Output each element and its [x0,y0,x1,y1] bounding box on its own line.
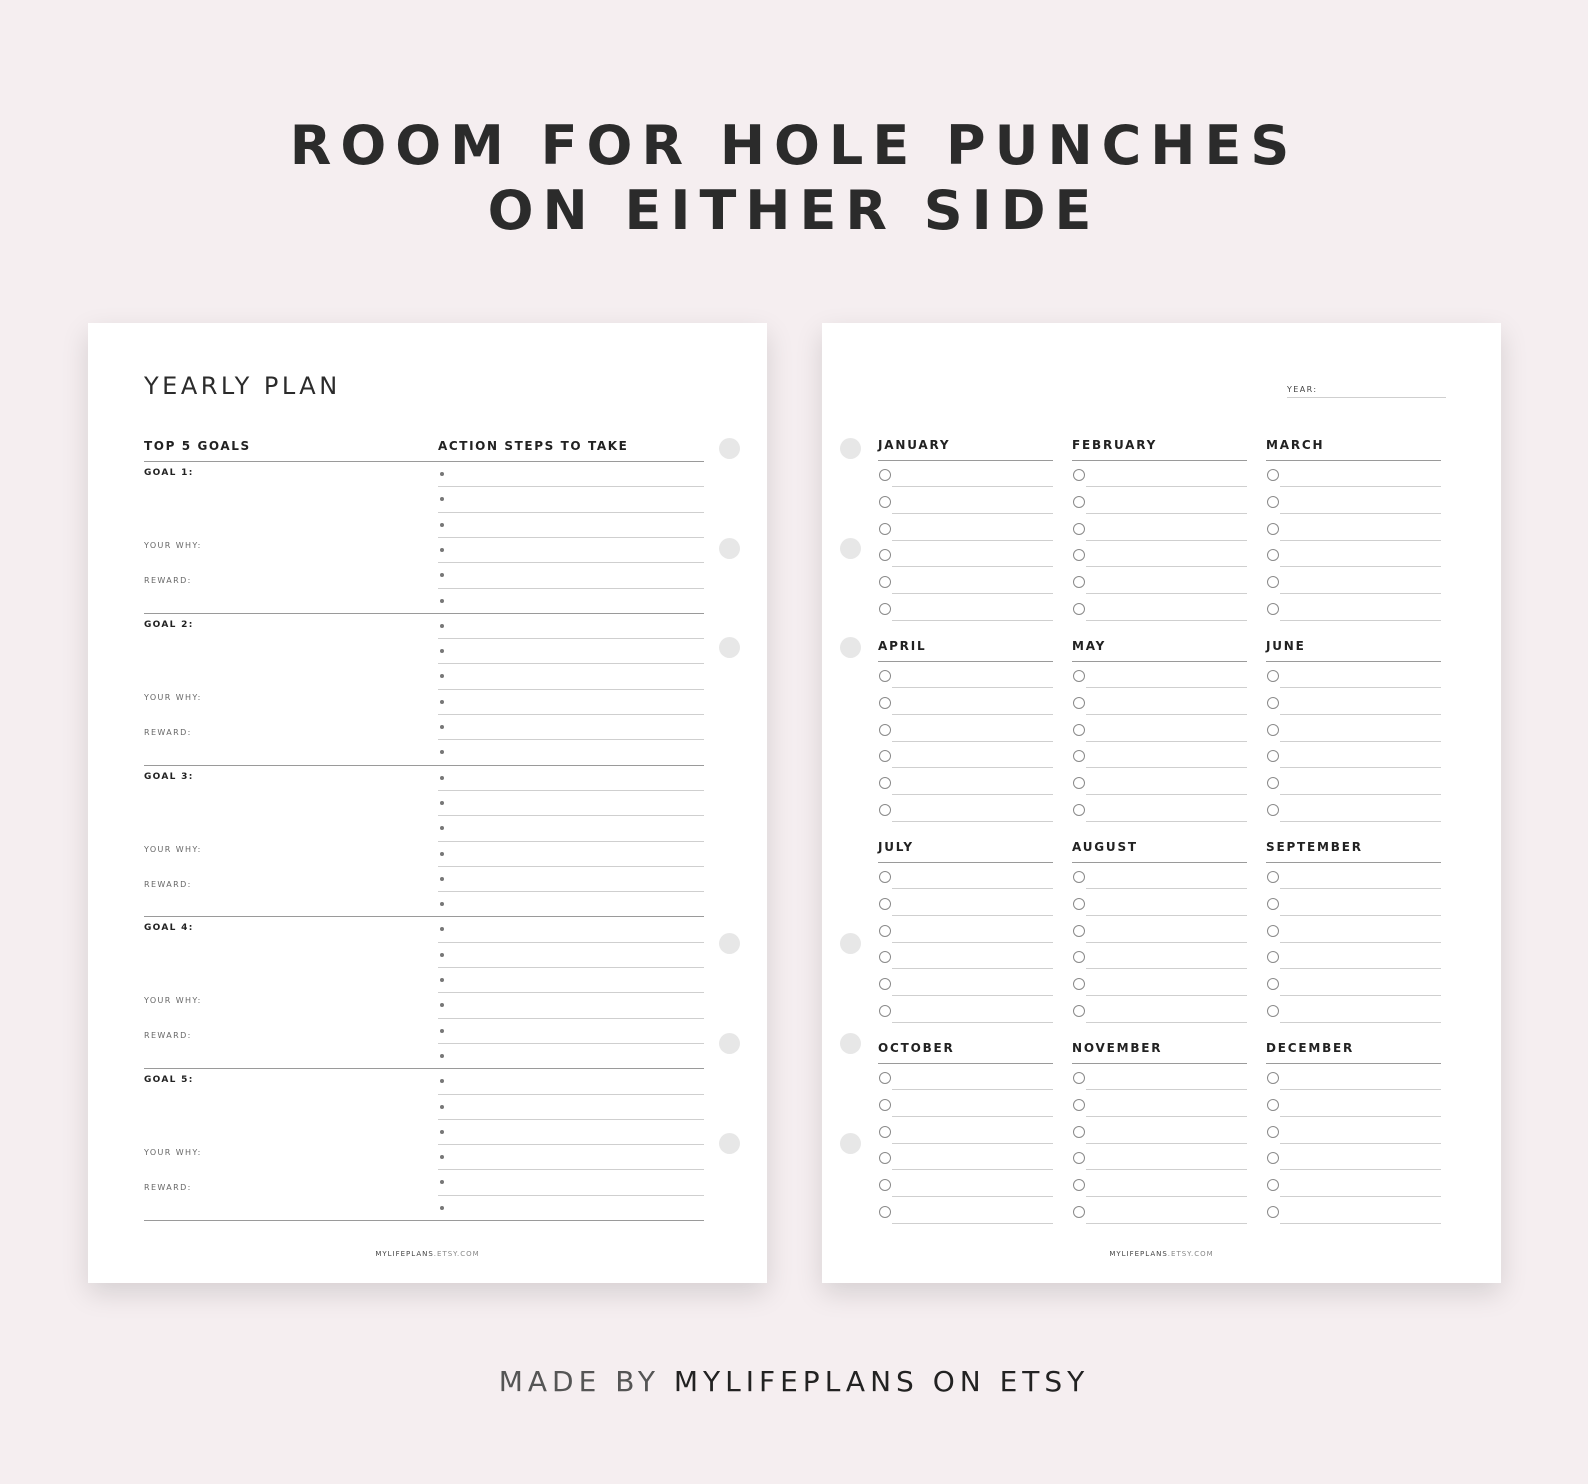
action-line [438,486,704,487]
task-line [1086,741,1247,742]
checkbox-circle [879,670,891,682]
task-line [1280,741,1441,742]
action-bullet [440,725,444,729]
punch-hole [840,637,861,658]
checkbox-circle [1073,1126,1085,1138]
task-line [892,566,1053,567]
action-bullet [440,1003,444,1007]
action-bullet [440,1079,444,1083]
task-line [1086,942,1247,943]
checkbox-circle [879,496,891,508]
task-line [892,767,1053,768]
month-name: JANUARY [878,438,951,452]
checkbox-circle [879,1126,891,1138]
top-goals-header: TOP 5 GOALS [144,439,251,453]
checkbox-circle [1267,1152,1279,1164]
checkbox-circle [879,697,891,709]
punch-hole [719,637,740,658]
checkbox-circle [879,925,891,937]
task-line [892,687,1053,688]
checkbox-circle [879,1152,891,1164]
task-line [892,714,1053,715]
task-line [1086,714,1247,715]
checkbox-circle [879,1099,891,1111]
headline-line-1: ROOM FOR HOLE PUNCHES [289,114,1299,177]
checkbox-circle [879,523,891,535]
checkbox-circle [879,951,891,963]
action-line [438,1018,704,1019]
action-bullet [440,902,444,906]
checkbox-circle [879,1179,891,1191]
action-bullet [440,1105,444,1109]
goal-label: GOAL 3: [144,771,194,782]
month-rule [1266,460,1441,461]
action-bullet [440,1054,444,1058]
checkbox-circle [879,804,891,816]
punch-hole [719,1033,740,1054]
month-name: MARCH [1266,438,1325,452]
checkbox-circle [1073,898,1085,910]
action-line [438,1195,704,1196]
reward-label: REWARD: [144,727,192,737]
checkbox-circle [1073,1099,1085,1111]
checkbox-circle [879,871,891,883]
checkbox-circle [1073,697,1085,709]
checkbox-circle [1073,925,1085,937]
task-line [892,1089,1053,1090]
action-line [438,815,704,816]
action-bullet [440,1155,444,1159]
checkbox-circle [1267,871,1279,883]
checkbox-circle [1267,469,1279,481]
monthly-goals-page [822,323,1501,1283]
goal-divider [144,1220,704,1221]
task-line [1280,968,1441,969]
checkbox-circle [1073,469,1085,481]
task-line [1086,1223,1247,1224]
credit-brand: MYLIFEPLANS ON ETSY [673,1365,1090,1398]
action-line [438,1144,704,1145]
checkbox-circle [1073,777,1085,789]
month-rule [1072,460,1247,461]
checkbox-circle [879,898,891,910]
goal-divider [144,1068,704,1069]
task-line [1280,995,1441,996]
checkbox-circle [879,777,891,789]
action-bullet [440,927,444,931]
action-line [438,663,704,664]
month-name: DECEMBER [1266,1041,1355,1055]
checkbox-circle [1267,603,1279,615]
yearly-plan-page [88,323,767,1283]
action-line [438,891,704,892]
action-bullet [440,523,444,527]
month-rule [1266,1063,1441,1064]
month-rule [878,862,1053,863]
task-line [1280,915,1441,916]
task-line [1280,593,1441,594]
checkbox-circle [879,603,891,615]
checkbox-circle [1073,1206,1085,1218]
task-line [1280,540,1441,541]
your-why-label: YOUR WHY: [144,1148,202,1158]
your-why-label: YOUR WHY: [144,844,202,854]
task-line [892,593,1053,594]
task-line [1086,540,1247,541]
checkbox-circle [879,576,891,588]
checkbox-circle [1073,523,1085,535]
action-line [438,967,704,968]
checkbox-circle [1267,724,1279,736]
action-bullet [440,649,444,653]
task-line [1086,1169,1247,1170]
checkbox-circle [879,1005,891,1017]
month-name: NOVEMBER [1072,1041,1163,1055]
action-line [438,1043,704,1044]
checkbox-circle [1073,576,1085,588]
month-rule [1266,661,1441,662]
goal-divider [144,916,704,917]
action-bullet [440,497,444,501]
checkbox-circle [1073,750,1085,762]
task-line [1086,687,1247,688]
month-name: MAY [1072,639,1107,653]
action-line [438,512,704,513]
task-line [892,888,1053,889]
punch-hole [719,438,740,459]
month-rule [1072,661,1247,662]
month-name: AUGUST [1072,840,1138,854]
task-line [892,741,1053,742]
checkbox-circle [1073,549,1085,561]
checkbox-circle [879,469,891,481]
month-name: SEPTEMBER [1266,840,1363,854]
task-line [892,915,1053,916]
site-url: MYLIFEPLANS.ETSY.COM [375,1250,480,1258]
checkbox-circle [1267,1099,1279,1111]
action-bullet [440,548,444,552]
task-line [1280,687,1441,688]
checkbox-circle [1267,670,1279,682]
headline-line-2: ON EITHER SIDE [487,179,1101,242]
action-line [438,562,704,563]
task-line [1086,1022,1247,1023]
year-field-line [1287,397,1446,398]
action-line [438,739,704,740]
action-line [438,1119,704,1120]
checkbox-circle [1267,576,1279,588]
task-line [892,968,1053,969]
your-why-label: YOUR WHY: [144,541,202,550]
task-line [1280,888,1441,889]
checkbox-circle [1267,549,1279,561]
punch-hole [719,933,740,954]
punch-hole [719,538,740,559]
checkbox-circle [1073,1005,1085,1017]
task-line [1280,1223,1441,1224]
month-name: JUNE [1266,639,1306,653]
task-line [1086,486,1247,487]
task-line [1280,620,1441,621]
page-title: YEARLY PLAN [144,372,341,400]
checkbox-circle [879,549,891,561]
checkbox-circle [1073,1072,1085,1084]
month-rule [878,1063,1053,1064]
task-line [1280,566,1441,567]
task-line [1280,942,1441,943]
checkbox-circle [1267,1005,1279,1017]
task-line [1280,794,1441,795]
action-bullet [440,852,444,856]
checkbox-circle [1267,1179,1279,1191]
checkbox-circle [1073,871,1085,883]
month-rule [878,460,1053,461]
punch-hole [840,1133,861,1154]
action-bullet [440,472,444,476]
action-line [438,992,704,993]
task-line [1086,620,1247,621]
action-bullet [440,1180,444,1184]
task-line [892,620,1053,621]
punch-hole [840,1033,861,1054]
task-line [1086,968,1247,969]
checkbox-circle [1267,1126,1279,1138]
action-line [438,588,704,589]
your-why-label: YOUR WHY: [144,996,202,1006]
reward-label: REWARD: [144,1031,192,1041]
checkbox-circle [1267,925,1279,937]
reward-label: REWARD: [144,879,192,889]
punch-hole [840,438,861,459]
goal-divider [144,613,704,614]
goal-label: GOAL 4: [144,923,194,934]
task-line [1280,767,1441,768]
your-why-label: YOUR WHY: [144,692,202,702]
checkbox-circle [1267,697,1279,709]
month-name: OCTOBER [878,1041,955,1055]
checkbox-circle [879,978,891,990]
action-line [438,537,704,538]
action-bullet [440,953,444,957]
header-rule [144,461,704,462]
task-line [1280,1116,1441,1117]
task-line [892,995,1053,996]
task-line [892,486,1053,487]
task-line [1086,1196,1247,1197]
task-line [1280,486,1441,487]
credit-prefix: MADE BY [498,1365,660,1398]
month-rule [1072,1063,1247,1064]
task-line [1280,714,1441,715]
checkbox-circle [1267,1206,1279,1218]
goal-divider [144,765,704,766]
task-line [1280,821,1441,822]
task-line [892,821,1053,822]
checkbox-circle [879,1206,891,1218]
action-bullet [440,826,444,830]
checkbox-circle [1267,1072,1279,1084]
task-line [1086,995,1247,996]
task-line [1280,1169,1441,1170]
task-line [1086,794,1247,795]
goal-label: GOAL 1: [144,468,194,478]
checkbox-circle [1073,724,1085,736]
task-line [1086,767,1247,768]
reward-label: REWARD: [144,576,192,585]
site-url: MYLIFEPLANS.ETSY.COM [1109,1250,1214,1258]
task-line [1280,513,1441,514]
checkbox-circle [1267,750,1279,762]
month-name: JULY [878,840,914,854]
task-line [1086,888,1247,889]
month-rule [878,661,1053,662]
action-bullet [440,750,444,754]
action-bullet [440,877,444,881]
action-line [438,714,704,715]
action-line [438,866,704,867]
task-line [1086,1143,1247,1144]
punch-hole [840,933,861,954]
action-line [438,689,704,690]
checkbox-circle [1267,951,1279,963]
month-name: FEBRUARY [1072,438,1158,452]
checkbox-circle [1267,898,1279,910]
month-rule [1072,862,1247,863]
action-bullet [440,1130,444,1134]
task-line [1280,1196,1441,1197]
checkbox-circle [1073,951,1085,963]
year-label: YEAR: [1287,385,1318,394]
task-line [1086,593,1247,594]
task-line [892,540,1053,541]
action-bullet [440,624,444,628]
checkbox-circle [1073,670,1085,682]
reward-label: REWARD: [144,1183,192,1193]
task-line [892,1143,1053,1144]
goal-label: GOAL 2: [144,619,194,630]
action-steps-header: ACTION STEPS TO TAKE [438,439,629,453]
action-line [438,942,704,943]
action-line [438,841,704,842]
action-bullet [440,599,444,603]
action-line [438,1094,704,1095]
action-line [438,1169,704,1170]
task-line [1086,1089,1247,1090]
action-bullet [440,1206,444,1210]
task-line [1086,566,1247,567]
task-line [892,1116,1053,1117]
checkbox-circle [1073,1152,1085,1164]
action-bullet [440,978,444,982]
action-bullet [440,674,444,678]
action-bullet [440,801,444,805]
task-line [1086,1116,1247,1117]
action-bullet [440,1029,444,1033]
checkbox-circle [1267,523,1279,535]
checkbox-circle [1073,978,1085,990]
checkbox-circle [1267,978,1279,990]
checkbox-circle [1267,804,1279,816]
task-line [1280,1089,1441,1090]
punch-hole [719,1133,740,1154]
checkbox-circle [879,750,891,762]
checkbox-circle [879,724,891,736]
checkbox-circle [1073,804,1085,816]
action-line [438,638,704,639]
task-line [892,942,1053,943]
month-name: APRIL [878,639,927,653]
punch-hole [840,538,861,559]
task-line [1086,513,1247,514]
checkbox-circle [1073,496,1085,508]
task-line [892,513,1053,514]
checkbox-circle [1267,496,1279,508]
task-line [1086,915,1247,916]
task-line [892,1169,1053,1170]
checkbox-circle [879,1072,891,1084]
task-line [1280,1022,1441,1023]
action-bullet [440,573,444,577]
action-bullet [440,776,444,780]
task-line [892,1022,1053,1023]
checkbox-circle [1073,1179,1085,1191]
checkbox-circle [1073,603,1085,615]
month-rule [1266,862,1441,863]
checkbox-circle [1267,777,1279,789]
action-line [438,790,704,791]
task-line [892,1223,1053,1224]
task-line [1280,1143,1441,1144]
task-line [892,1196,1053,1197]
made-by-credit [0,1365,1588,1398]
task-line [892,794,1053,795]
action-bullet [440,700,444,704]
goal-label: GOAL 5: [144,1075,194,1086]
task-line [1086,821,1247,822]
